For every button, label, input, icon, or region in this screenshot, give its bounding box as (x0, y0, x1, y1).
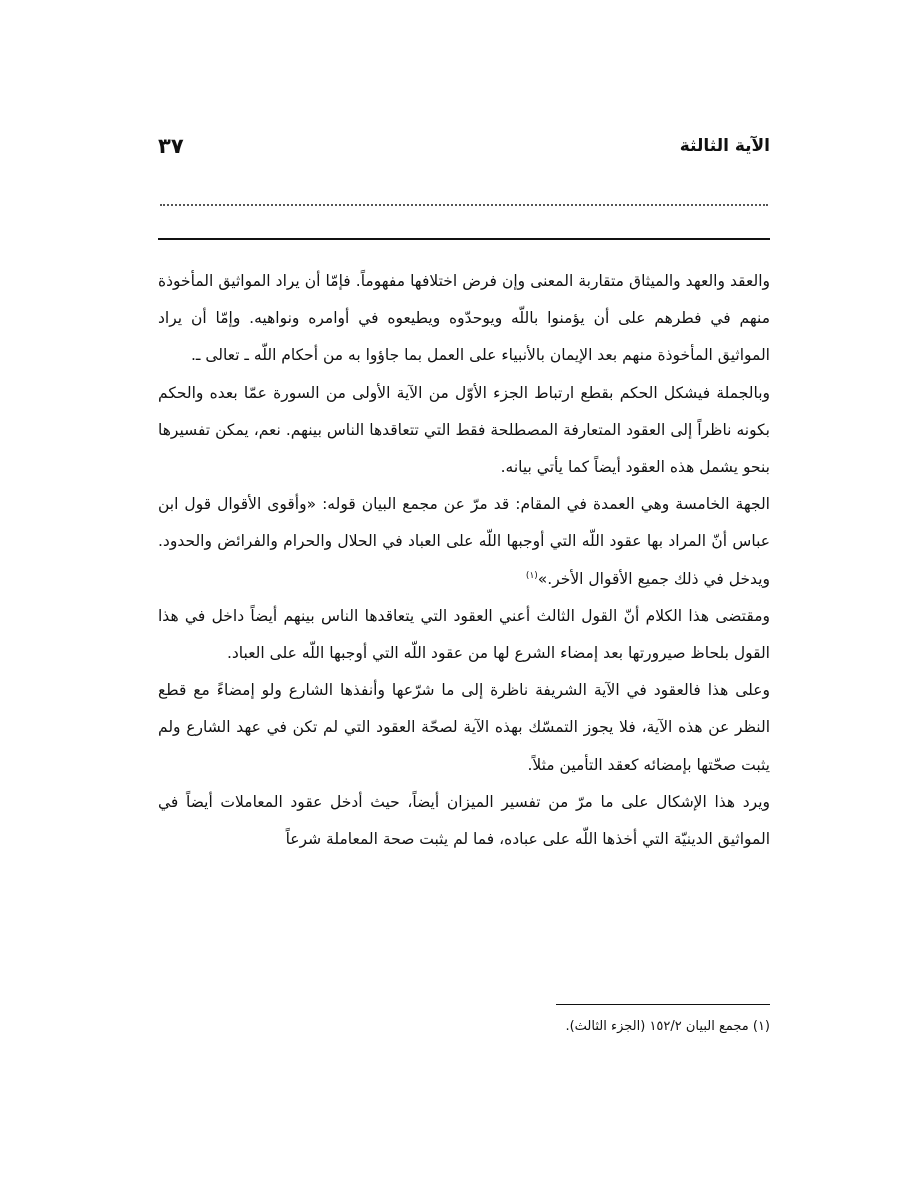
paragraph-2: وبالجملة فيشكل الحكم بقطع ارتباط الجزء الأوّل من الآية الأولى من السورة عمّا بعده والحكم بكونه ناظراً إلى العقود المتعارفة المصطلحة فقط التي تتعاقدها الناس بينهم. نعم، يمكن تفسيرها بنحو يشمل هذه العقود أيضاً كما يأتي بيانه. (158, 383, 770, 477)
paragraph-5: وعلى هذا فالعقود في الآية الشريفة ناظرة إلى ما شرّعها وأنفذها الشارع ولو إمضاءً مع قطع النظر عن هذه الآية، فلا يجوز التمسّك بهذه الآية لصحّة العقود التي لم تكن في عهد الشارع ولم يثبت صحّتها بإمضائه كعقد التأمين مثلاً. (158, 681, 770, 774)
dotted-divider (160, 204, 768, 206)
body-text (158, 263, 770, 858)
paragraph-3-text: الجهة الخامسة وهي العمدة في المقام: قد مرّ عن مجمع البيان قوله: «وأقوى الأقوال قول ابن عباس أنّ المراد بها عقود اللّه التي أوجبها اللّه على العباد في الحلال والحرام والفرائض والحدود. ويدخل في ذلك جميع الأقوال الأخر.» (158, 495, 770, 588)
footnote-reference: (١) (525, 570, 538, 581)
footnote-rule (556, 1004, 770, 1005)
page-header (158, 128, 770, 164)
footnote: (١) مجمع البيان ١٥٢/٢ (الجزء الثالث). (565, 1019, 770, 1034)
paragraph-4: ومقتضى هذا الكلام أنّ القول الثالث أعني العقود التي يتعاقدها الناس بينهم أيضاً داخل في هذا القول بلحاظ صيرورتها بعد إمضاء الشرع لها من عقود اللّه التي أوجبها اللّه على العباد. (158, 606, 770, 663)
header-rule (158, 238, 770, 240)
paragraph-3 (158, 486, 770, 598)
paragraph-1: والعقد والعهد والميثاق متقاربة المعنى وإن فرض اختلافها مفهوماً. فإمّا أن يراد المواثيق المأخوذة منهم في فطرهم على أن يؤمنوا باللّه ويوحدّوه ويطيعوه في أوامره ونواهيه. وإمّا أن يراد المواثيق المأخوذة منهم بعد الإيمان بالأنبياء على العمل بما جاؤوا به من أحكام اللّه ـ تعالى ـ. (158, 272, 770, 365)
running-title: الآية الثالثة (679, 136, 770, 156)
page-number: ٣٧ (158, 134, 184, 158)
paragraph-6: ويرد هذا الإشكال على ما مرّ من تفسير الميزان أيضاً، حيث أدخل عقود المعاملات أيضاً في المواثيق الدينيّة التي أخذها اللّه على عباده، فما لم يثبت صحة المعاملة شرعاً (158, 792, 770, 849)
